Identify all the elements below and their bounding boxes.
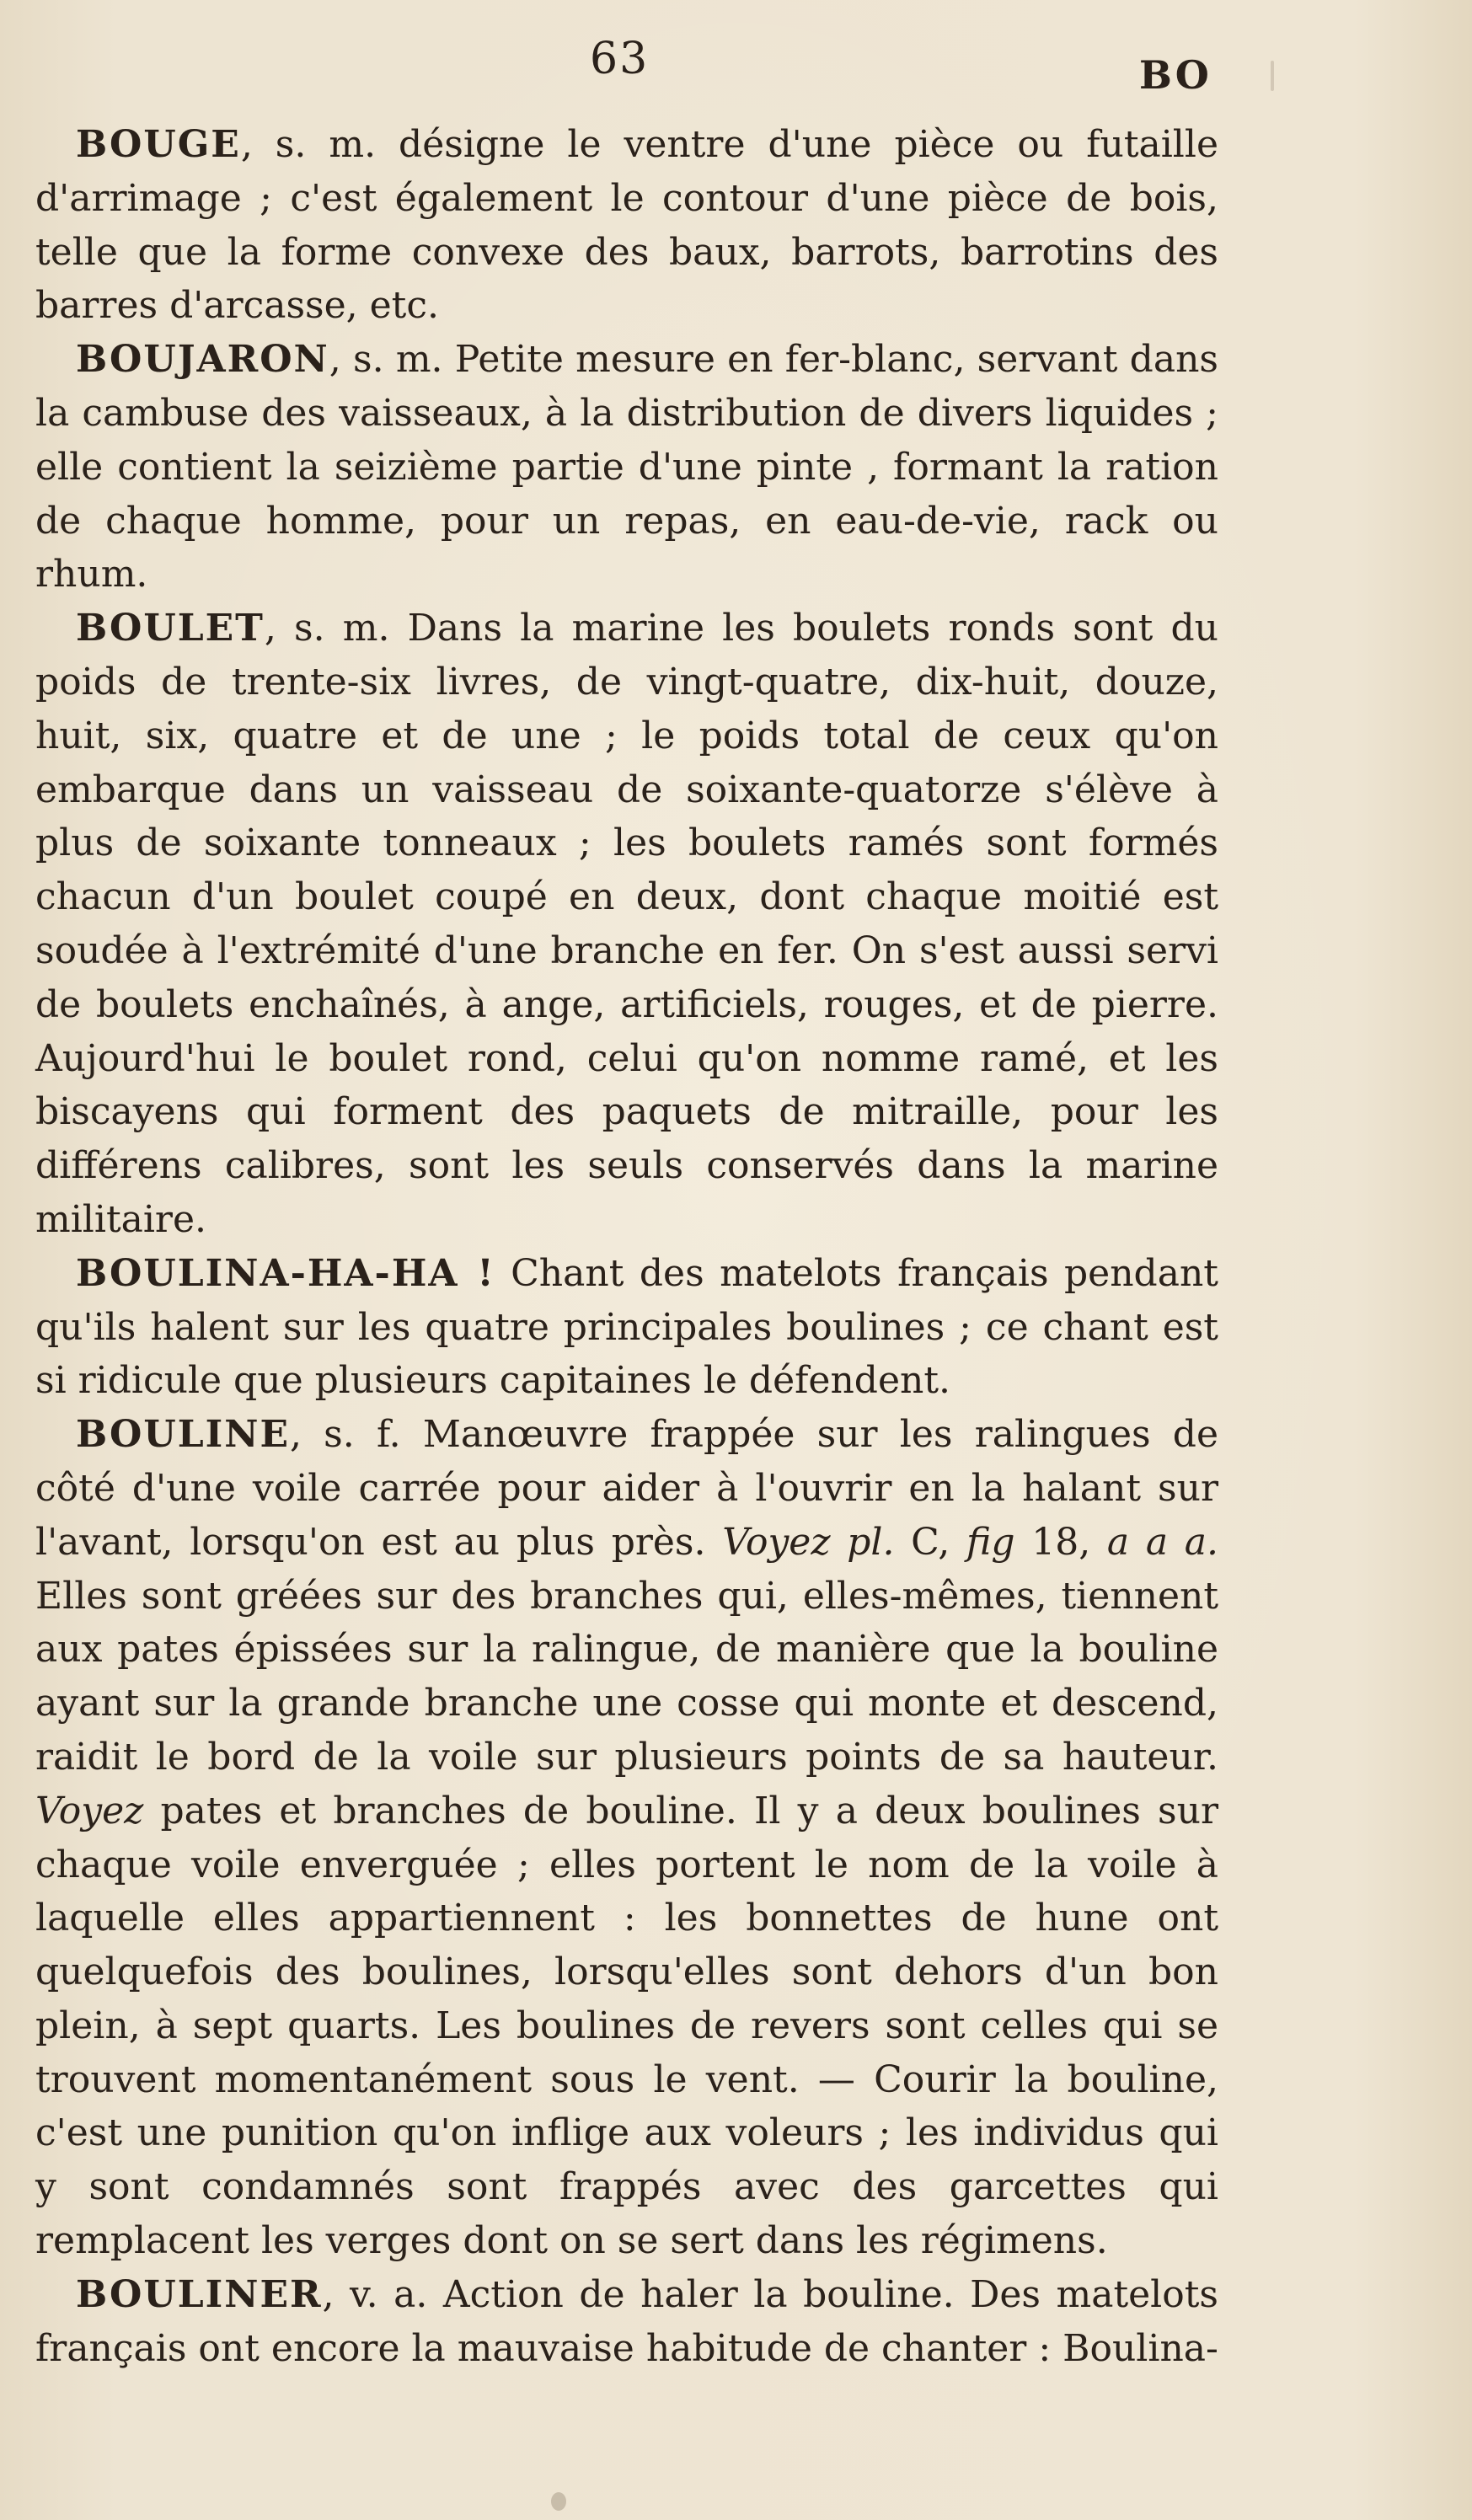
entry-boulina-ha-ha-text: Chant des matelots français pendant qu'ils halent sur les quatre principales boulines ; ce chant est si ridicule que plusieurs capitaines le défendent. [35, 1251, 1218, 1403]
cross-reference-plate: Voyez pl. [722, 1520, 895, 1564]
cross-reference-fig: fig [966, 1520, 1015, 1564]
headword-boujaron: BOUJARON [76, 338, 329, 382]
cross-reference-fig-letters: a a a. [1106, 1520, 1219, 1564]
entry-bouline [35, 1408, 1218, 2268]
headword-bouge: BOUGE [76, 123, 241, 166]
entry-bouliner [35, 2268, 1218, 2376]
page-number: 63 [590, 34, 650, 84]
entry-bouline-text-a: , s. f. Manœuvre frappée sur les ralingues de côté d'une voile carrée pour aider à l'ouvrir en la halant sur l'avant, lorsqu'on est au plus près. [35, 1413, 1218, 1564]
entry-bouline-text-c: pates et branches de bouline. Il y a deux boulines sur chaque voile enverguée ; elles portent le nom de la voile à laquelle elles appartiennent : les bonnettes de hune ont quelquefois des boulines, lorsqu'elles sont dehors d'un bon plein, à sept quarts. Les boulines de revers sont celles qui se trouvent momentanément sous le vent. — Courir la bouline, c'est une punition qu'on inflige aux voleurs ; les individus qui y sont condamnés sont frappés avec des garcettes qui remplacent les verges dont on se sert dans les régimens. [35, 1789, 1218, 2263]
cross-reference-plate-letter: C, [894, 1520, 966, 1564]
dictionary-text [35, 118, 1218, 2375]
entry-boulina-ha-ha [35, 1247, 1218, 1408]
entry-boulet-text: , s. m. Dans la marine les boulets ronds sont du poids de trente-six livres, de vingt-quatre, dix-huit, douze, huit, six, quatre et de une ; le poids total de ceux qu'on embarque dans un vaisseau de soixante-quatorze s'élève à plus de soixante tonneaux ; les boulets ramés sont formés chacun d'un boulet coupé en deux, dont chaque moitié est soudée à l'extrémité d'une branche en fer. On s'est aussi servi de boulets enchaînés, à ange, artificiels, rouges, et de pierre. Aujourd'hui le boulet rond, celui qu'on nomme ramé, et les biscayens qui forment des paquets de mitraille, pour les différens calibres, sont les seuls conservés dans la marine militaire. [35, 607, 1218, 1241]
paper-blemish [551, 2492, 566, 2511]
headword-bouliner: BOULINER [76, 2272, 323, 2316]
entry-bouline-text-b: Elles sont gréées sur des branches qui, elles-mêmes, tiennent aux pates épissées sur la ralingue, de manière que la bouline ayant sur la grande branche une cosse qui monte et descend, raidit le bord de la voile sur plusieurs points de sa hauteur. [35, 1574, 1218, 1779]
headword-boulet: BOULET [76, 607, 265, 650]
entry-bouge-text: , s. m. désigne le ventre d'une pièce ou futaille d'arrimage ; c'est également le contour d'une pièce de bois, telle que la forme convexe des baux, barrots, barrotins des barres d'arcasse, etc. [35, 123, 1218, 328]
paper-blemish [1271, 61, 1274, 91]
headword-bouline: BOULINE [76, 1413, 290, 1457]
entry-boulet [35, 602, 1218, 1247]
cross-reference-voyez: Voyez [35, 1789, 144, 1832]
cross-reference-fig-number: 18, [1014, 1520, 1107, 1564]
entry-boujaron [35, 333, 1218, 602]
running-head: BO [1139, 52, 1212, 98]
entry-bouliner-text: , v. a. Action de haler la bouline. Des matelots français ont encore la mauvaise habitude de chanter : Boulina- [35, 2272, 1218, 2370]
headword-boulina-ha-ha: BOULINA-HA-HA ! [76, 1251, 495, 1295]
entry-boujaron-text: , s. m. Petite mesure en fer-blanc, servant dans la cambuse des vaisseaux, à la distribution de divers liquides ; elle contient la seizième partie d'une pinte , formant la ration de chaque homme, pour un repas, en eau-de-vie, rack ou rhum. [35, 338, 1218, 597]
entry-bouge [35, 118, 1218, 333]
